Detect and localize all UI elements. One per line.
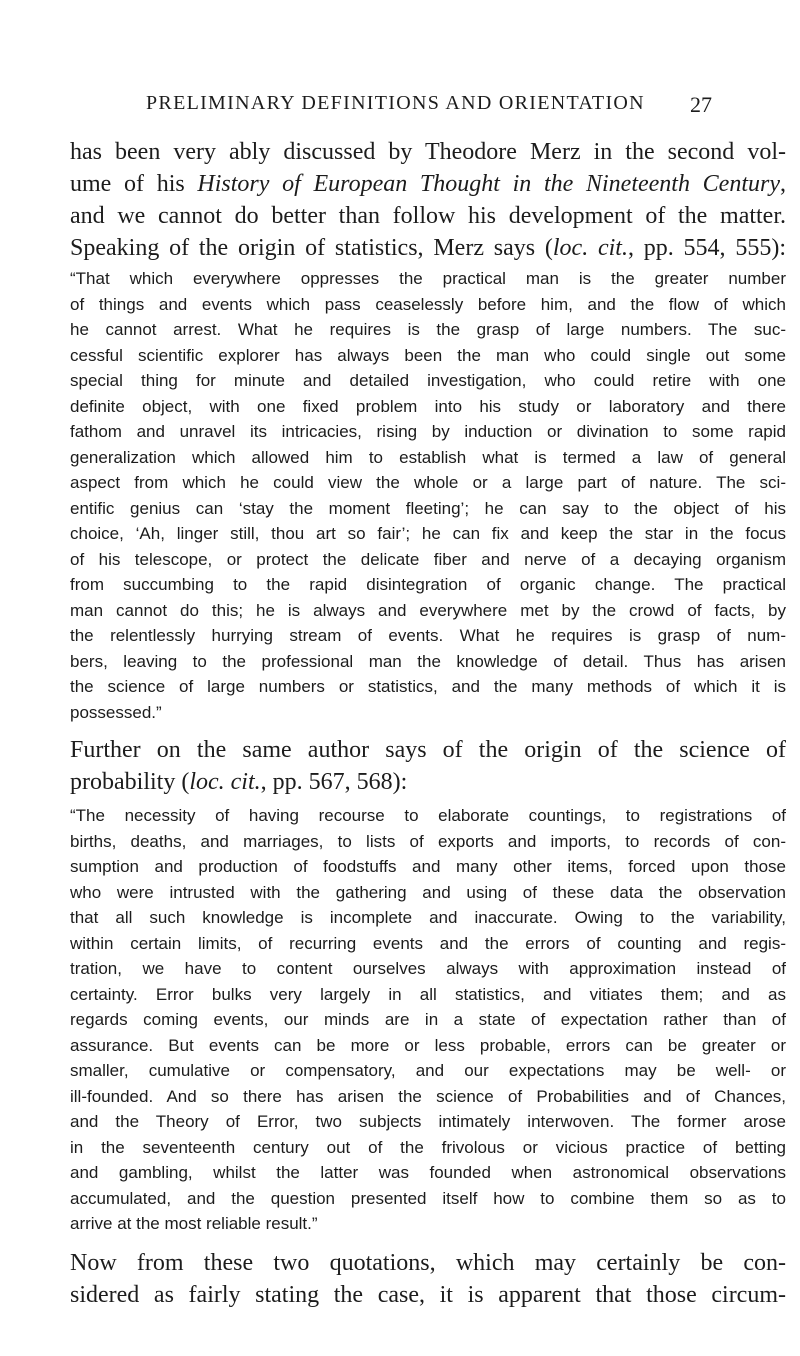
- quote-line: aspect from which he could view the whole or a large part of nature. The sci-: [70, 473, 786, 492]
- quote-line: bers, leaving to the professional man the knowledge of detail. Thus has arisen: [70, 651, 786, 671]
- quote-line: smaller, cumulative or compensatory, and our expectations may be well- or: [70, 1061, 786, 1080]
- quote-line: in the seventeenth century out of the frivolous or vicious practice of betting: [70, 1137, 786, 1157]
- transition-paragraph: [70, 734, 786, 798]
- quote-line: man cannot do this; he is always and everywhere met by the crowd of facts, by: [70, 600, 786, 620]
- quotation-probability: [70, 803, 786, 1237]
- quote-line: from succumbing to the rapid disintegration of organic change. The practical: [70, 575, 786, 594]
- quote-line: he cannot arrest. What he requires is the grasp of large numbers. The suc-: [70, 320, 786, 339]
- text-line: and we cannot do better than follow his development of the matter.: [70, 203, 786, 229]
- citation: loc. cit.: [189, 769, 261, 795]
- citation: loc. cit.: [552, 235, 628, 261]
- text-line: Speaking of the origin of statistics, Merz says (loc. cit., pp. 554, 555):: [70, 235, 787, 261]
- quote-line: tration, we have to content ourselves always with approximation instead of: [70, 959, 786, 978]
- quote-line: arrive at the most reliable result.”: [70, 1214, 318, 1233]
- quote-line: of things and events which pass ceaselessly before him, and the flow of which: [70, 294, 786, 314]
- quote-line: within certain limits, of recurring events and the errors of counting and regis-: [70, 933, 786, 953]
- running-head: [146, 92, 712, 122]
- closing-paragraph: [70, 1247, 786, 1311]
- text-line: ume of his History of European Thought in the Nineteenth Century,: [70, 171, 786, 197]
- quote-line: special thing for minute and detailed investigation, who could retire with one: [70, 371, 786, 390]
- text-line: Now from these two quotations, which may certainly be con-: [70, 1250, 786, 1276]
- running-title: PRELIMINARY DEFINITIONS AND ORIENTATION: [146, 92, 645, 114]
- quote-line: regards coming events, our minds are in a state of expectation rather than of: [70, 1010, 786, 1029]
- quote-line: sumption and production of foodstuffs and many other items, forced upon those: [70, 857, 786, 876]
- text-line: probability (loc. cit., pp. 567, 568):: [70, 769, 408, 795]
- quote-line: “That which everywhere oppresses the practical man is the greater number: [70, 269, 786, 288]
- quote-line: generalization which allowed him to establish what is termed a law of general: [70, 447, 786, 467]
- quote-line: possessed.”: [70, 702, 162, 722]
- book-title: History of European Thought in the Nineteenth Century: [197, 171, 780, 197]
- text-line: has been very ably discussed by Theodore Merz in the second vol-: [70, 139, 786, 165]
- quote-line: cessful scientific explorer has always been the man who could single out some: [70, 345, 786, 365]
- quote-line: of his telescope, or protect the delicate fiber and nerve of a decaying organism: [70, 549, 786, 569]
- quote-line: “The necessity of having recourse to elaborate countings, to registrations of: [70, 806, 786, 825]
- quote-line: and the Theory of Error, two subjects intimately interwoven. The former arose: [70, 1112, 786, 1131]
- quote-line: accumulated, and the question presented itself how to combine them so as to: [70, 1188, 786, 1208]
- quote-line: ill-founded. And so there has arisen the science of Probabilities and of Chances,: [70, 1086, 786, 1106]
- quote-line: choice, ‘Ah, linger still, thou art so fair’; he can fix and keep the star in the focus: [70, 524, 786, 543]
- quotation-statistics: [70, 266, 786, 725]
- quote-line: who were intrusted with the gathering and using of these data the observation: [70, 882, 786, 902]
- quote-line: definite object, with one fixed problem into his study or laboratory and there: [70, 396, 786, 416]
- text-line: sidered as fairly stating the case, it is apparent that those circum-: [70, 1282, 786, 1308]
- quote-line: births, deaths, and marriages, to lists of exports and imports, to records of con-: [70, 831, 786, 851]
- quote-line: and gambling, whilst the latter was founded when astronomical observations: [70, 1163, 786, 1182]
- text-line: Further on the same author says of the origin of the science of: [70, 737, 786, 763]
- quote-line: entific genius can ‘stay the moment fleeting’; he can say to the object of his: [70, 498, 786, 518]
- quote-line: that all such knowledge is incomplete and inaccurate. Owing to the variability,: [70, 908, 786, 927]
- intro-paragraph: [70, 136, 786, 264]
- quote-line: fathom and unravel its intricacies, rising by induction or divination to some rapid: [70, 422, 786, 441]
- quote-line: the science of large numbers or statistics, and the many methods of which it is: [70, 677, 786, 696]
- page-number: 27: [690, 92, 712, 117]
- quote-line: certainty. Error bulks very largely in all statistics, and vitiates them; and as: [70, 984, 786, 1004]
- quote-line: the relentlessly hurrying stream of events. What he requires is grasp of num-: [70, 626, 786, 645]
- quote-line: assurance. But events can be more or less probable, errors can be greater or: [70, 1035, 786, 1055]
